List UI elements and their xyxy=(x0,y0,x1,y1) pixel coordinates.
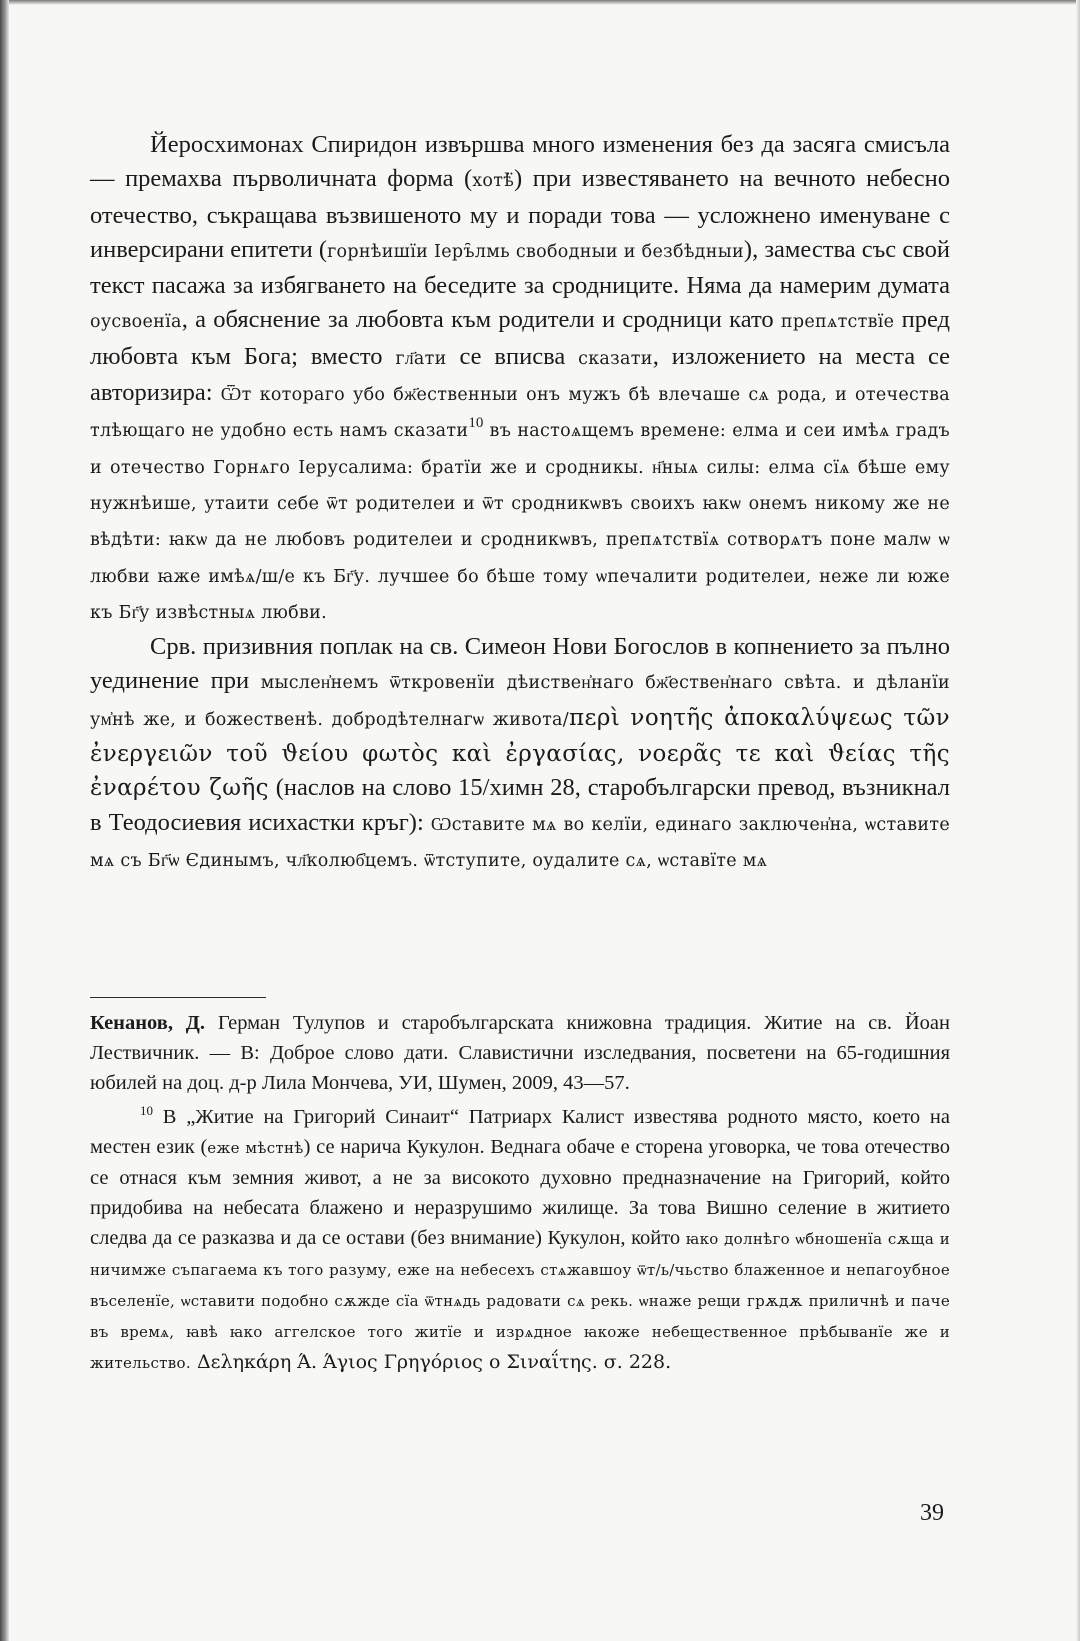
para1-text-4: , а обяснение за любовта към родители и сродници като xyxy=(181,306,781,334)
church-slavonic-word: оусвоенїа xyxy=(90,312,182,333)
paragraph-2 xyxy=(90,630,950,878)
para2-text-1: Срв. призивния поплак на св. Симеон Нови Богослов в копнението за пълно уединение при xyxy=(90,633,950,695)
church-slavonic-hote: хотѣ̈ xyxy=(472,171,515,192)
page-number: 39 xyxy=(920,1500,944,1526)
church-slavonic-prepyatstvie: препѧтствїе xyxy=(780,312,895,333)
footnote-9-author: Кенанов, Д. xyxy=(90,1012,206,1034)
para1-text-3: ), замества със свой текст пасажа за избягването на беседите за сродниците. Няма да намерим думата xyxy=(90,235,950,300)
footnote-10-number: 10 xyxy=(140,1103,153,1119)
page-edge-shadow-left xyxy=(0,0,9,1641)
footnote-10-text-2: ) се нарича Кукулон. Веднага обаче е сторена уговорка, че това отечество се отнася към земния живот, а не за високото духовно предназначение на Григорий, който придобива на небесата блажено и неразрушимо жилище. За това Вишно селение в житието следва да се разказва и да се остави (без внимание) Кукулон, който xyxy=(90,1136,951,1249)
greek-title: περὶ νοητῆς ἀποκαλύψεως τῶν ἐνεργειῶν τοῦ ϑείου φωτὸς καὶ ἐργασίας, νοερᾶς τε καὶ ϑείας τῆς ἐναρέτου ζωῆς xyxy=(90,704,950,802)
paragraph-1 xyxy=(90,128,950,630)
footnote-10-text-1: В „Житие на Григорий Синаит“ Патриарх Калист известява родното място, което на местен език ( xyxy=(90,1106,950,1158)
para1-text-1: Йеросхимонах Спиридон извършва много изменения без да засяга смисъла — премахва първоличната форма ( xyxy=(90,131,950,193)
para2-text-2: (наслов на слово 15/химн 28, старобългарски превод, възникнал в Теодосиевия исихастки кръг): xyxy=(90,774,950,836)
para1-text-7: , изложението на места се авторизира: xyxy=(90,342,951,407)
footnote-separator xyxy=(90,997,266,998)
para1-text-6: се вписва xyxy=(446,342,579,370)
church-slavonic-quote-2: въ настоѧщемъ времене: елма и сеи имѣѧ градъ и отечество Горнѧго Іерусалима: братїи же и сродникы. н҃ныѧ силы: елма сїѧ бѣше ему нужнѣише, утаити себе ѿт родителеи и ѿт сродникѡвъ своихъ ꙗкѡ онемъ никому же не вѣдѣти: ꙗкѡ да не любовъ родителеи и сродникѡвъ, препѧтствїѧ сотворѧтъ поне малѡ ѡ любви ꙗже имѣѧ/ш/е къ Бг҃у. лучшее бо бѣше тому ѡпечалити родителеи, неже ли юже къ Бг҃у извѣстныѧ любви. xyxy=(90,421,950,623)
church-slavonic-glati: гл҃ати xyxy=(395,348,447,369)
church-slavonic-skazati: сказати xyxy=(578,348,653,369)
footnote-10-greek-author: Δεληκάρη Ά. xyxy=(190,1351,318,1373)
church-slavonic-title: мыслен҆немъ ѿткровенїи дѣиствен҆наго бж҃ествен҆наго свѣта. и дѣланїи ум҆нѣ же, и божественѣ. добродѣтелнагѡ живота/ xyxy=(90,673,950,730)
page-edge-shadow-top xyxy=(0,0,1080,5)
para1-text-5: пред любовта към Бога; вместо xyxy=(90,306,950,370)
main-text xyxy=(90,128,950,878)
footnote-10-church-slavonic-2: ꙗко долнѣго ѡбношенїа сѫща и ничимже съпагаема къ того разуму, еже на небесехъ стѧжавшоу ѿт/ь/чьство блаженное и непагоубное въселенїе, ѡставити подобно сѫжде сїа ѿтнѧдь радовати сѧ рекь. ѡнаже рещи грѫдѫ приличнѣ и паче въ времѧ, ꙗвѣ ꙗко аггелское того житїе и изрѧдное ꙗкоже небещественное прѣбыванїе же и жительство. xyxy=(90,1230,951,1372)
para1-text-2: ) при известяването на вечното небесно отечество, съкращава възвишеното му и поради това — усложнено именуване с инверсирани епитети ( xyxy=(90,165,950,263)
footnotes xyxy=(90,1008,950,1378)
footnote-10-church-slavonic-1: еже мѣстнѣ xyxy=(207,1139,304,1157)
page-edge-shadow-right xyxy=(1076,0,1080,1641)
footnote-10-greek-title: Άγιος Γρηγόριος ο Σιναΐτης. σ. 228. xyxy=(317,1351,672,1373)
church-slavonic-quote-3: Ѡставите мѧ во келїи, единаго заключен҆на, ѡставите мѧ съ Бг҃ѡ Єдинымъ, чл҃колюб҆цемъ. ѿтступите, оудалите сѧ, ѡставїте мѧ xyxy=(90,814,950,871)
church-slavonic-epithets: горнѣишїи Іеръ̑лмь свободныи и безбѣдныи xyxy=(327,241,744,262)
church-slavonic-quote-1: Ѿт котораго убо бж҃ественныи онъ мужъ бѣ влечаше сѧ рода, и отечества тлѣющаго не удобно есть намъ сказати xyxy=(90,385,950,442)
footnote-marker-10: 10 xyxy=(468,415,484,432)
footnote-10 xyxy=(90,1102,950,1378)
footnote-9 xyxy=(90,1008,950,1098)
footnote-9-text: Герман Тулупов и старобългарската книжовна традиция. Житие на св. Йоан Лествичник. — В: Доброе слово дати. Славистични изследвания, посветени на 65-годишния юбилей на доц. д-р Лила Мончева, УИ, Шумен, 2009, 43—57. xyxy=(90,1012,950,1094)
